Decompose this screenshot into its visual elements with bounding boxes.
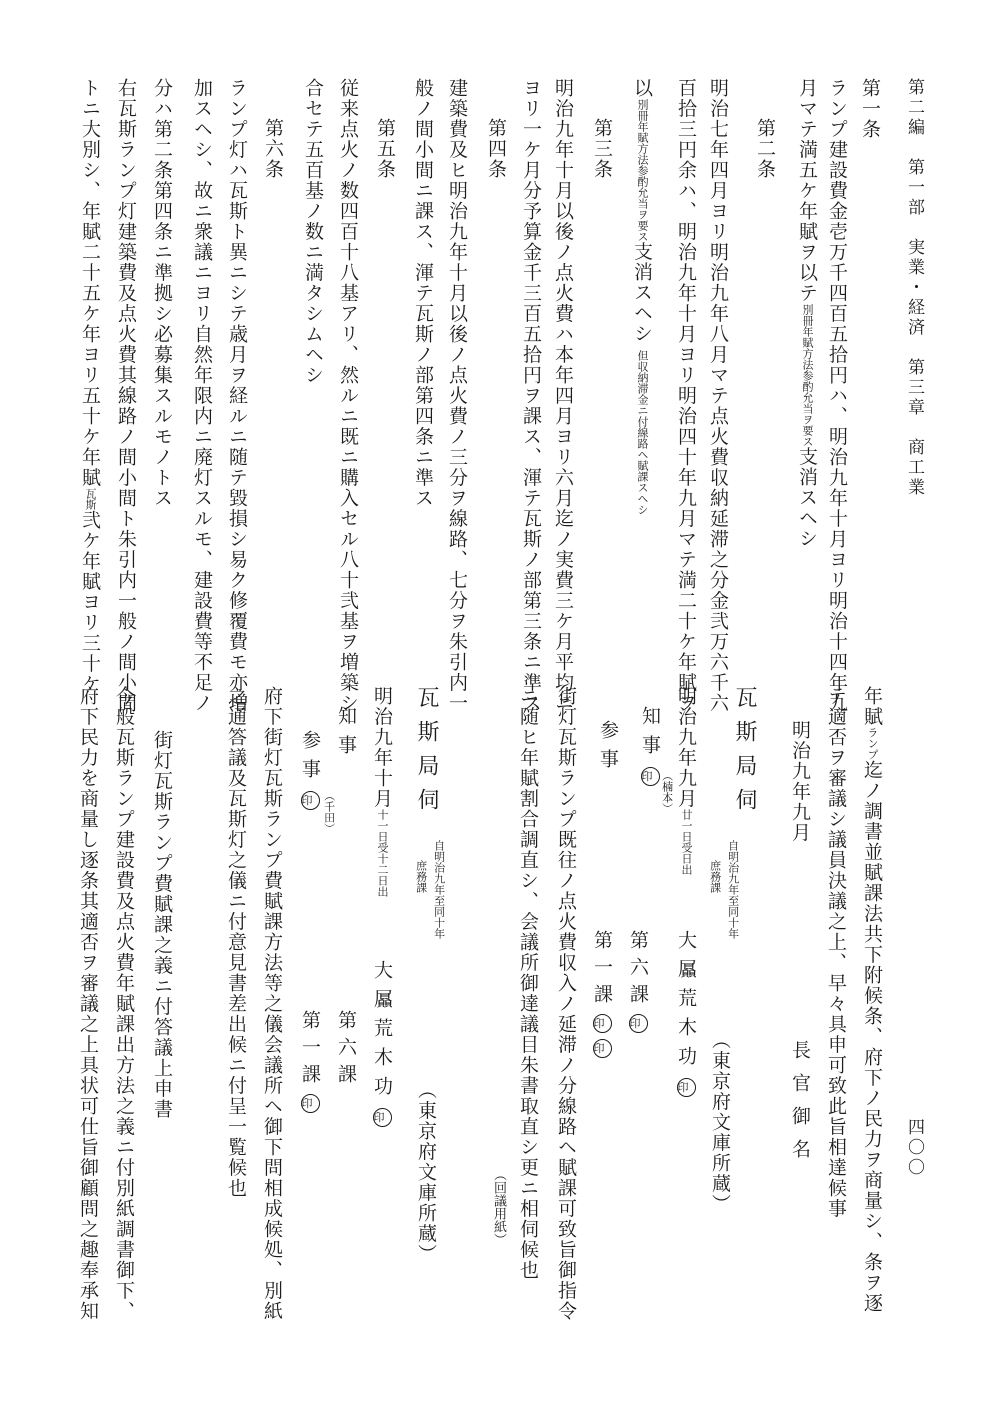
- seal-stamp-icon: 印: [593, 1014, 612, 1033]
- article-2-text-3: 以別冊年賦方法参酌允当ヲ要ス支消スヘシ但収納滞金ニ付線路ヘ賦課スヘシ: [631, 78, 653, 515]
- doc1-date-note: 廿一日受日出: [680, 809, 693, 875]
- article-6-text: ランプ灯ハ瓦斯ト異ニシテ歳月ヲ経ルニ随テ毀損シ易ク修覆費モ亦増: [226, 78, 248, 714]
- doc1-section-6: 第六課印: [628, 930, 648, 1036]
- doc1-form-note: （回議用紙）: [490, 1168, 506, 1246]
- doc2-folder-note-2: 庶務課: [414, 860, 428, 893]
- doc2-date: 明治九年十月十一日受十二日出: [371, 686, 393, 897]
- doc1-sanji: 参事: [597, 720, 619, 778]
- seal-stamp-icon: 印: [373, 1108, 392, 1127]
- doc3-title: 街灯瓦斯ランプ費賦課之義ニ付答議上申書: [151, 730, 173, 1120]
- article-4-title: 第四条: [485, 118, 507, 180]
- article-2-text: 明治七年四月ヨリ明治九年八月マテ点火費収納延滞之分金弐万六千六: [707, 78, 729, 714]
- doc2-chiji: 知事: [335, 706, 357, 764]
- continuation-signature: 長官御名: [789, 1040, 811, 1172]
- doc2-sanji: 参事印: [300, 730, 320, 813]
- doc1-official: 大屭荒木功印: [676, 930, 696, 1100]
- doc1-source: （東京府文庫所蔵）: [709, 1030, 731, 1215]
- seal-stamp-icon: 印: [677, 1078, 696, 1097]
- article-2-text-2: 百拾三円余ハ、明治九年十月ヨリ明治四十年九月マテ満二十ケ年賦ヲ: [675, 78, 697, 714]
- doc2-source: （東京府文庫所蔵）: [415, 1080, 437, 1265]
- article-6-text-3: 分ハ第二条第四条ニ準拠シ必募集スルモノトス: [151, 78, 173, 509]
- doc2-folder-note: 自明治九年至同十年: [432, 840, 446, 939]
- doc2-section-1: 第一課印: [300, 1010, 320, 1116]
- seal-stamp-icon: 印: [629, 1014, 648, 1033]
- article-6-text-5: トニ大別シ、年賦二十五ケ年ヨリ五十ケ年賦瓦斯弐ケ年賦ヨリ三十ケ: [79, 78, 101, 695]
- page-number: 四〇〇: [904, 1118, 924, 1178]
- article-3-text: 明治九年十月以後ノ点火費ハ本年四月ヨリ六月迄ノ実費三ケ月平均ニ: [552, 78, 574, 714]
- article-6-text-2: 加スヘシ、故ニ衆議ニヨリ自然年限内ニ廃灯スルモ、建設費等不足ノ: [191, 78, 213, 714]
- article-4-text: 建築費及ヒ明治九年十月以後ノ点火費ノ三分ヲ線路、七分ヲ朱引内一: [446, 78, 468, 714]
- doc2-title: 瓦斯局伺: [414, 686, 439, 822]
- article-6-note: 瓦斯: [84, 488, 97, 510]
- doc1-title: 瓦斯局伺: [732, 686, 757, 822]
- doc1-folder-note-2: 庶務課: [708, 860, 722, 893]
- seal-stamp-icon: 印: [593, 1039, 612, 1058]
- doc2-official: 大屭荒木功印: [372, 960, 392, 1130]
- doc2-chida: （千田）: [322, 790, 336, 834]
- doc3-body: 今般瓦斯ランプ建設費及点火費年賦課出方法之義ニ付別紙調書御下、: [113, 686, 135, 1322]
- doc2-body-2: 之通答議及瓦斯灯之儀ニ付意見書差出候ニ付呈一覧候也: [225, 686, 247, 1199]
- article-6-title: 第六条: [262, 118, 284, 180]
- running-header: 第二編 第一部 実業・経済 第三章 商工業: [904, 78, 924, 498]
- continuation-note: ランプ: [866, 727, 879, 760]
- doc1-body-2: ニ随ヒ年賦割合調直シ、会議所御達議目朱書取直シ更ニ相伺候也: [517, 686, 539, 1281]
- article-1-text: ランプ建設費金壱万千四百五拾円ハ、明治九年十月ヨリ明治十四年九: [826, 78, 848, 714]
- doc2-section-6: 第六課: [335, 1010, 357, 1091]
- doc1-date: 明治九年九月廿一日受日出: [675, 686, 697, 875]
- article-1-text-2: 月マテ満五ケ年賦ヲ以テ別冊年賦方法参酌允当ヲ要ス支消スヘシ: [796, 78, 818, 549]
- continuation-text: 年賦ランプ迄ノ調書並賦課法共下附候条、府下ノ民力ヲ商量シ、条ヲ逐: [861, 686, 883, 1314]
- doc1-kusumoto: （楠本）: [660, 770, 674, 814]
- article-2-note-1: 別冊年賦方法参酌允当ヲ要ス: [636, 98, 649, 242]
- article-4-text-2: 般ノ間小間ニ課ス、渾テ瓦斯ノ部第四条ニ準ス: [412, 78, 434, 509]
- article-3-title: 第三条: [591, 118, 613, 180]
- article-5-text: 従来点火ノ数四百十八基アリ、然ルニ既ニ購入セル八十弐基ヲ増築シ: [337, 78, 359, 714]
- doc1-section-1: 第一課印印: [592, 930, 612, 1061]
- doc1-folder-note: 自明治九年至同十年: [726, 840, 740, 939]
- continuation-text-2: テ適否ヲ審議シ議員決議之上、早々具申可致此旨相達候事: [825, 686, 847, 1219]
- seal-stamp-icon: 印: [641, 767, 660, 786]
- doc3-body-2: 府下民力を商量し逐条其適否ヲ審議之上具状可仕旨御顧問之趣奉承知: [77, 686, 99, 1322]
- doc2-body: 府下街灯瓦斯ランプ費賦課方法等之儀会議所ヘ御下問相成候処、別紙: [261, 686, 283, 1322]
- seal-stamp-icon: 印: [301, 1094, 320, 1113]
- article-1-note: 別冊年賦方法参酌允当ヲ要ス: [801, 303, 814, 447]
- article-2-title: 第二条: [754, 118, 776, 180]
- article-2-note-2: 但収納滞金ニ付線路ヘ賦課スヘシ: [636, 350, 649, 515]
- doc2-date-note: 十一日受十二日出: [376, 809, 389, 897]
- doc1-body: 街灯瓦斯ランプ既往ノ点火費収入ノ延滞ノ分線路ヘ賦課可致旨御指令: [555, 686, 577, 1322]
- article-6-text-4: 右瓦斯ランプ灯建築費及点火費其線路ノ間小間ト朱引内一般ノ間小間: [115, 78, 137, 714]
- continuation-date: 明治九年九月: [789, 720, 811, 843]
- article-5-title: 第五条: [374, 118, 396, 180]
- article-5-text-2: 合セテ五百基ノ数ニ満タシムヘシ: [302, 78, 324, 386]
- doc1-chiji: 知事印: [640, 706, 660, 789]
- article-1-title: 第一条: [859, 78, 881, 140]
- seal-stamp-icon: 印: [301, 791, 320, 810]
- article-3-text-2: ヨリ一ケ月分予算金千三百五拾円ヲ課ス、渾テ瓦斯ノ部第三条ニ準ス: [520, 78, 542, 714]
